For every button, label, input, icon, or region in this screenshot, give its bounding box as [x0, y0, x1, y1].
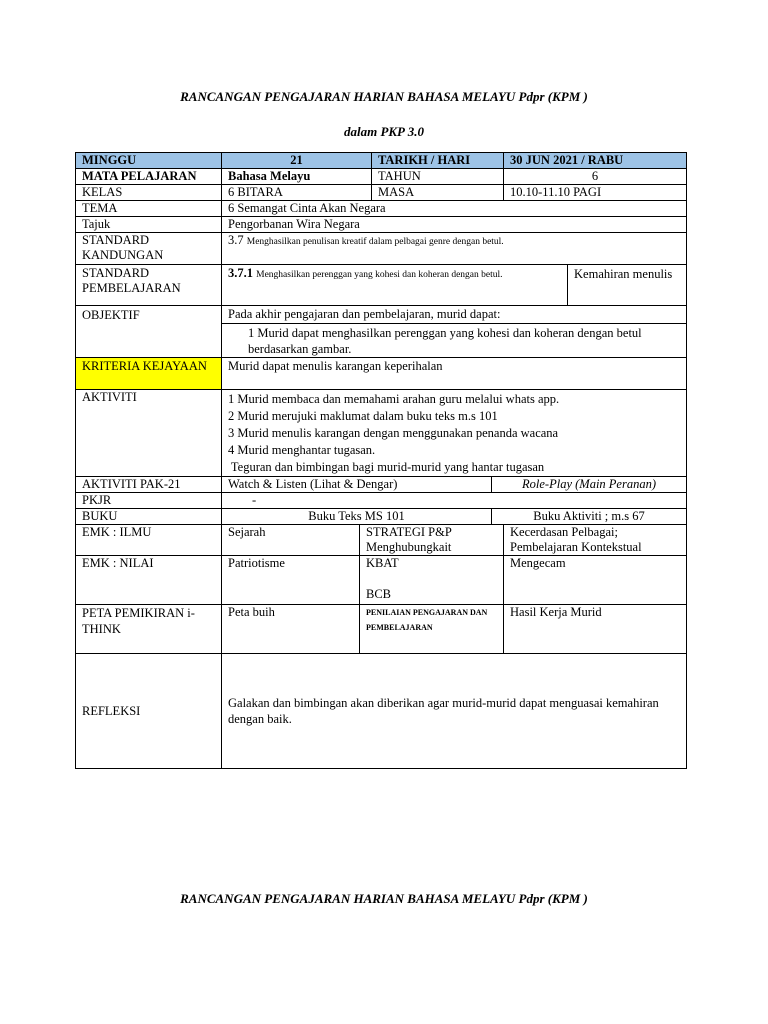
- tarikh-value: 30 JUN 2021 / RABU: [504, 153, 687, 169]
- emk-ilmu-row: [76, 525, 687, 556]
- strategi-value: Kecerdasan Pelbagai; Pembelajaran Kontekstual: [504, 525, 687, 556]
- standard-kandungan-label: STANDARD KANDUNGAN: [76, 233, 222, 265]
- standard-pembelajaran-row: [76, 265, 687, 306]
- aktiviti-label: AKTIVITI: [76, 390, 222, 477]
- buku-row: [76, 509, 687, 525]
- kbat-label: KBAT: [366, 556, 399, 570]
- mata-pelajaran-row: [76, 169, 687, 185]
- masa-value: 10.10-11.10 PAGI: [504, 185, 687, 201]
- document-subtitle: dalam PKP 3.0: [343, 124, 425, 139]
- document-title-repeat: RANCANGAN PENGAJARAN HARIAN BAHASA MELAYU Pdpr (KPM ): [180, 891, 588, 906]
- emk-nilai-row: [76, 556, 687, 605]
- tajuk-value: Pengorbanan Wira Negara: [222, 217, 687, 233]
- buku-value-2: Buku Aktiviti ; m.s 67: [492, 509, 687, 525]
- kbat-value: BCB: [366, 587, 392, 601]
- aktiviti-item: 3 Murid menulis karangan dengan menggunakan penanda wacana: [228, 426, 559, 440]
- tema-value: 6 Semangat Cinta Akan Negara: [222, 201, 687, 217]
- standard-pembelajaran-label: STANDARD PEMBELAJARAN: [76, 265, 222, 306]
- tarikh-label: TARIKH / HARI: [372, 153, 504, 169]
- peta-value: Peta buih: [222, 605, 360, 654]
- tema-label: TEMA: [76, 201, 222, 217]
- pkjr-row: [76, 493, 687, 509]
- refleksi-label: REFLEKSI: [76, 654, 222, 769]
- standard-kandungan-text: Menghasilkan penulisan kreatif dalam pelbagai genre dengan betul.: [246, 237, 504, 247]
- header-row: [76, 153, 687, 169]
- kelas-value: 6 BITARA: [222, 185, 372, 201]
- pkjr-label: PKJR: [76, 493, 222, 509]
- aktiviti-list: [222, 390, 687, 477]
- peta-label: PETA PEMIKIRAN i-THINK: [76, 605, 222, 654]
- pak21-value-1: Watch & Listen (Lihat & Dengar): [222, 477, 492, 493]
- pak21-row: [76, 477, 687, 493]
- tahun-value: 6: [504, 169, 687, 185]
- aktiviti-item: 4 Murid menghantar tugasan.: [228, 443, 376, 457]
- kelas-row: [76, 185, 687, 201]
- standard-kandungan-value: [222, 233, 687, 265]
- standard-pembelajaran-side: Kemahiran menulis: [568, 265, 687, 306]
- pkjr-value: -: [222, 493, 687, 509]
- penilaian-label: PENILAIAN PENGAJARAN DAN PEMBELAJARAN: [360, 605, 504, 654]
- objektif-row: [76, 306, 687, 324]
- emk-nilai-value: Patriotisme: [222, 556, 360, 605]
- kbat-cell: [360, 556, 504, 605]
- minggu-value: 21: [222, 153, 372, 169]
- strategi-label: STRATEGI P&P Menghubungkait: [360, 525, 504, 556]
- tajuk-label: Tajuk: [76, 217, 222, 233]
- refleksi-row: [76, 654, 687, 769]
- minggu-label: MINGGU: [76, 153, 222, 169]
- standard-kandungan-code: 3.7: [228, 233, 244, 247]
- emk-nilai-label: EMK : NILAI: [76, 556, 222, 605]
- emk-ilmu-label: EMK : ILMU: [76, 525, 222, 556]
- kriteria-row: [76, 358, 687, 390]
- lesson-plan-table: [75, 152, 687, 769]
- standard-pembelajaran-code: 3.7.1: [228, 266, 253, 280]
- kbat-side: Mengecam: [504, 556, 687, 605]
- kriteria-label: KRITERIA KEJAYAAN: [76, 358, 222, 390]
- peta-row: [76, 605, 687, 654]
- pak21-value-2: Role-Play (Main Peranan): [492, 477, 687, 493]
- standard-pembelajaran-text: Menghasilkan perenggan yang kohesi dan koheran dengan betul.: [256, 270, 503, 280]
- pak21-label: AKTIVITI PAK-21: [76, 477, 222, 493]
- aktiviti-item: 1 Murid membaca dan memahami arahan guru melalui whats app.: [228, 392, 560, 406]
- emk-ilmu-value: Sejarah: [222, 525, 360, 556]
- aktiviti-row: [76, 390, 687, 477]
- kelas-label: KELAS: [76, 185, 222, 201]
- mata-pelajaran-label: MATA PELAJARAN: [76, 169, 222, 185]
- standard-kandungan-row: [76, 233, 687, 265]
- masa-label: MASA: [372, 185, 504, 201]
- tahun-label: TAHUN: [372, 169, 504, 185]
- objektif-label: OBJEKTIF: [76, 306, 222, 358]
- buku-value-1: Buku Teks MS 101: [222, 509, 492, 525]
- aktiviti-item: Teguran dan bimbingan bagi murid-murid yang hantar tugasan: [228, 460, 545, 474]
- aktiviti-item: 2 Murid merujuki maklumat dalam buku teks m.s 101: [228, 409, 498, 423]
- refleksi-value: Galakan dan bimbingan akan diberikan agar murid-murid dapat menguasai kemahiran dengan baik.: [222, 654, 687, 769]
- mata-pelajaran-value: Bahasa Melayu: [222, 169, 372, 185]
- penilaian-value: Hasil Kerja Murid: [504, 605, 687, 654]
- kriteria-value: Murid dapat menulis karangan keperihalan: [222, 358, 687, 390]
- tajuk-row: [76, 217, 687, 233]
- objektif-intro: Pada akhir pengajaran dan pembelajaran, murid dapat:: [222, 306, 687, 324]
- buku-label: BUKU: [76, 509, 222, 525]
- document-title: RANCANGAN PENGAJARAN HARIAN BAHASA MELAYU Pdpr (KPM ): [180, 89, 588, 104]
- objektif-item: 1 Murid dapat menghasilkan perenggan yang kohesi dan koheran dengan betul berdasarkan gambar.: [222, 324, 687, 358]
- standard-pembelajaran-value: [222, 265, 568, 306]
- tema-row: [76, 201, 687, 217]
